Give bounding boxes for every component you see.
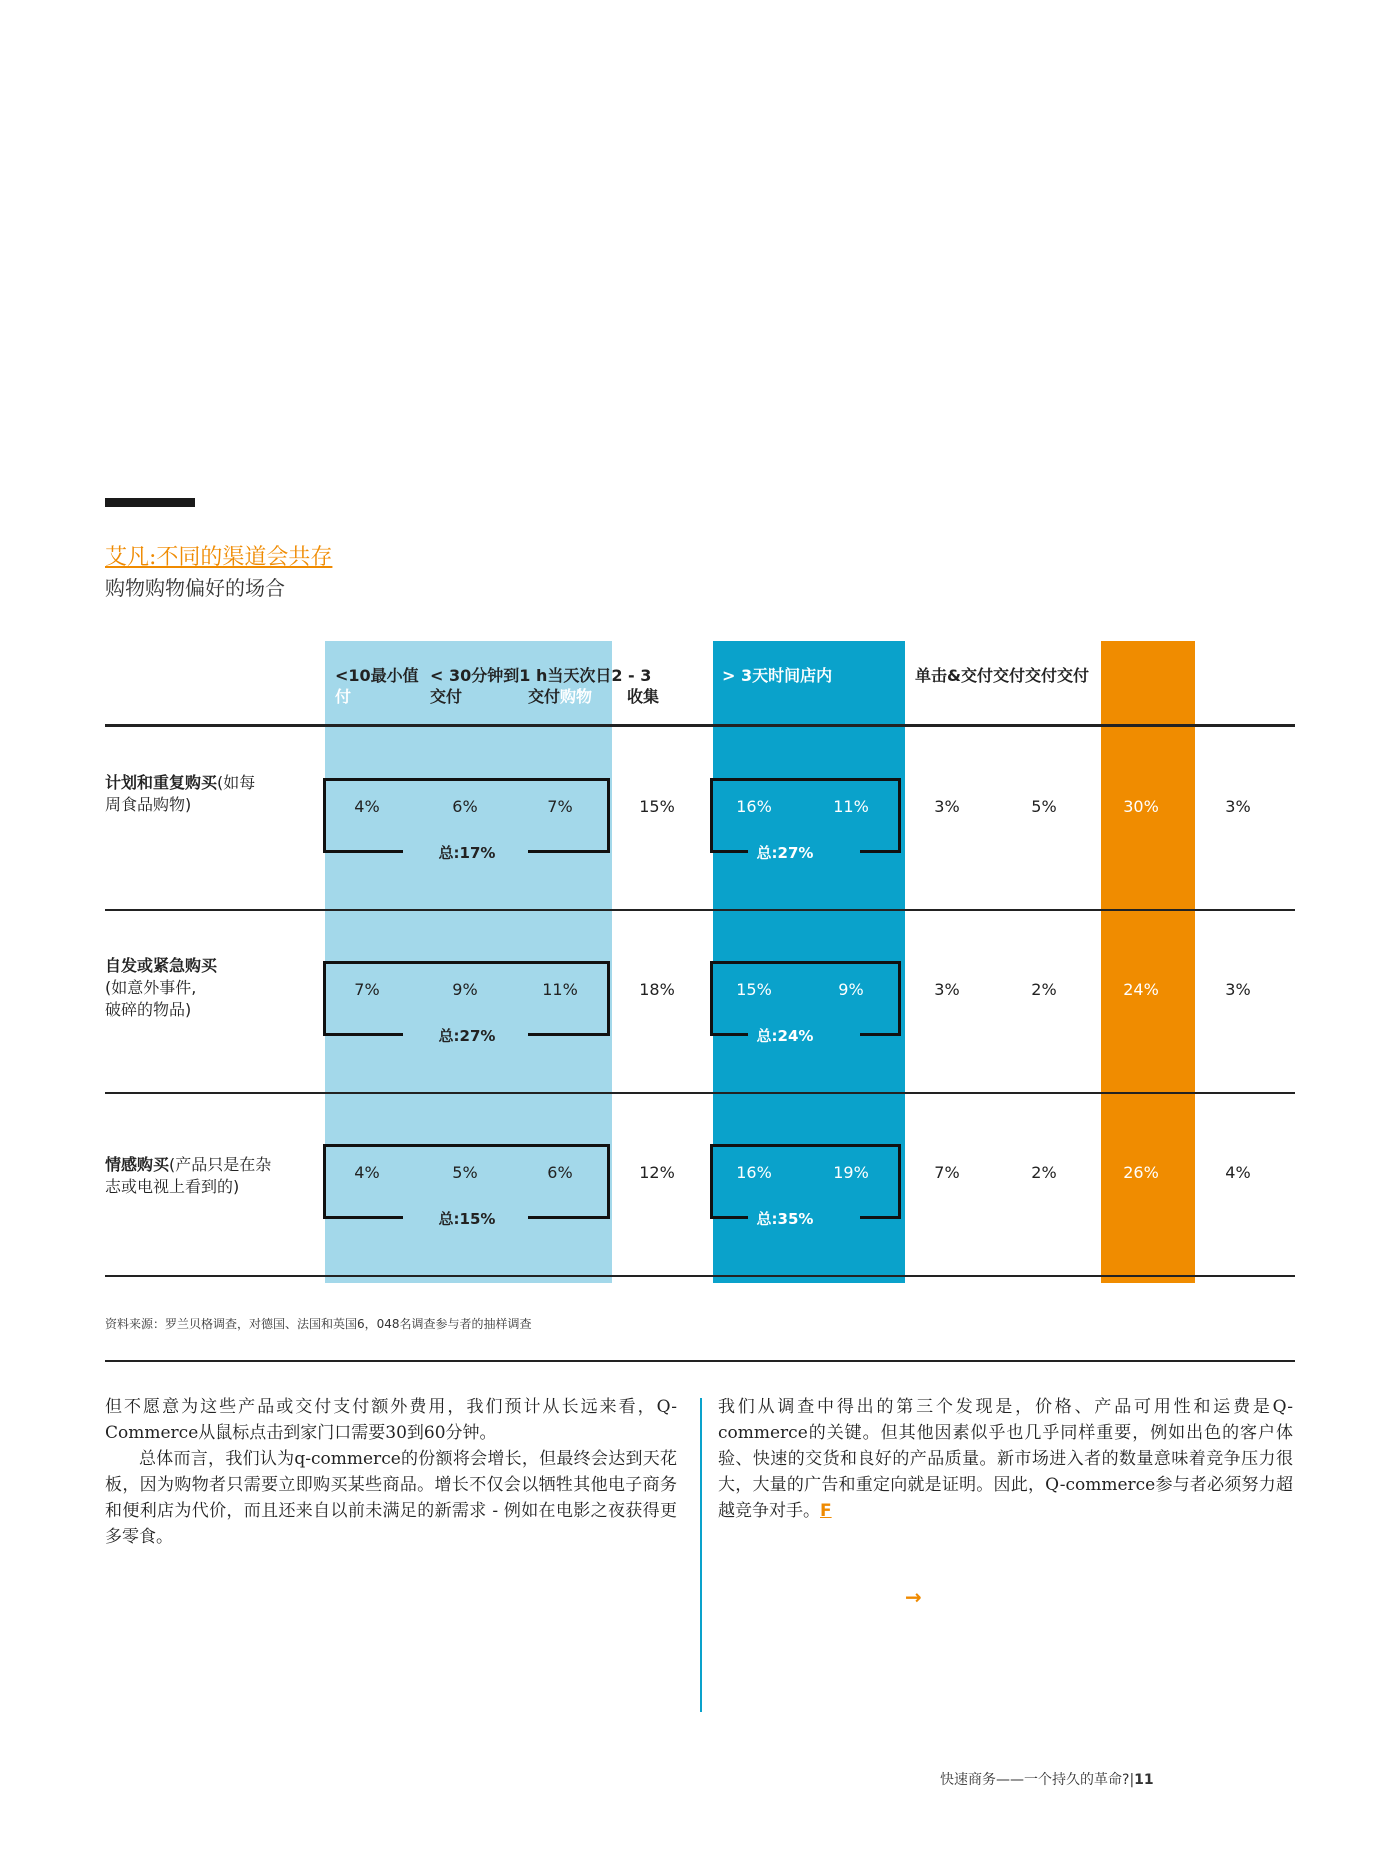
bracket-bottom-right — [528, 850, 610, 853]
bracket-bottom-left — [323, 1033, 403, 1036]
paragraph: 但不愿意为这些产品或交付支付额外费用，我们预计从长远来看，Q-Commerce从鼠标点击到家门口需要30到60分钟。 — [105, 1397, 677, 1443]
cell: 3% — [934, 797, 960, 816]
total-ecommerce: 总:35% — [756, 1210, 814, 1228]
cell: 12% — [639, 1163, 675, 1182]
cell: 5% — [452, 1163, 478, 1182]
cell: 26% — [1123, 1163, 1159, 1182]
total-ecommerce: 总:24% — [756, 1027, 814, 1045]
body-left-column — [105, 1394, 677, 1550]
row-label-planned: 计划和重复购买(如每 周食品购物) — [105, 773, 256, 814]
column-divider — [700, 1398, 702, 1712]
col-header-5: > 3天时间店内 — [722, 666, 833, 685]
figure-title: 艾凡:不同的渠道会共存 — [105, 545, 333, 570]
col-header-2: < 30分钟到1 h当天次日2 - 3 交付 — [430, 666, 652, 706]
cell: 2% — [1031, 1163, 1057, 1182]
cell: 6% — [547, 1163, 573, 1182]
cell: 16% — [736, 797, 772, 816]
cell: 2% — [1031, 980, 1057, 999]
cell: 11% — [833, 797, 869, 816]
cell: 7% — [354, 980, 380, 999]
cell: 4% — [354, 1163, 380, 1182]
row-divider-2 — [105, 1092, 1295, 1094]
footer-separator: | — [1129, 1772, 1135, 1788]
total-qcommerce: 总:15% — [438, 1210, 496, 1228]
total-ecommerce: 总:27% — [756, 844, 814, 862]
row-label-emotional: 情感购买(产品只是在杂 志或电视上看到的) — [105, 1155, 272, 1196]
cell: 18% — [639, 980, 675, 999]
bracket-bottom-left — [323, 1216, 403, 1219]
footer-title: 快速商务——一个持久的革命? — [940, 1772, 1130, 1788]
total-qcommerce: 总:27% — [438, 1027, 496, 1045]
figure-source: 资料来源：罗兰贝格调查，对德国、法国和英国6，048名调查参与者的抽样调查 — [105, 1317, 532, 1331]
cell: 9% — [838, 980, 864, 999]
band-in-store — [1101, 641, 1195, 1283]
cell: 7% — [547, 797, 573, 816]
bracket-bottom-left — [323, 850, 403, 853]
paragraph: 总体而言，我们认为q-commerce的份额将会增长，但最终会达到天花板，因为购物者只需要立即购买某些商品。增长不仅会以牺牲其他电子商务和便利店为代价，而且还来自以前未满足的新需求 - 例如在电影之夜获得更多零食。 — [105, 1449, 677, 1547]
total-qcommerce: 总:17% — [438, 844, 496, 862]
bracket-bottom-right — [528, 1033, 610, 1036]
figure-bottom-line — [105, 1360, 1295, 1362]
row-label-spontaneous: 自发或紧急购买 (如意外事件, 破碎的物品) — [105, 956, 218, 1019]
body-right-column — [718, 1394, 1293, 1524]
cell: 11% — [542, 980, 578, 999]
bracket-bottom-right — [860, 850, 901, 853]
table-bottom-line — [105, 1275, 1295, 1277]
cell: 15% — [736, 980, 772, 999]
col-header-1: <10最小值 付 — [335, 666, 419, 706]
page-number: 11 — [1134, 1772, 1154, 1788]
cell: 30% — [1123, 797, 1159, 816]
bracket-bottom-right — [528, 1216, 610, 1219]
cell: 3% — [934, 980, 960, 999]
page-footer — [940, 1769, 1154, 1789]
header-divider — [105, 724, 1295, 727]
arrow-right-icon: → — [905, 1585, 922, 1609]
cell: 4% — [1225, 1163, 1251, 1182]
bracket-bottom-right — [860, 1033, 901, 1036]
cell: 7% — [934, 1163, 960, 1182]
paragraph: 我们从调查中得出的第三个发现是，价格、产品可用性和运费是Q-commerce的关键。但其他因素似乎也几乎同样重要，例如出色的客户体验、快速的交货和良好的产品质量。新市场进入者的数量意味着竞争压力很大，大量的广告和重定向就是证明。因此，Q-commerce参与者必须努力超越竞争对手。 — [718, 1397, 1293, 1521]
end-mark: F — [820, 1501, 832, 1521]
figure-subtitle: 购物购物偏好的场合 — [105, 576, 285, 600]
cell: 16% — [736, 1163, 772, 1182]
cell: 5% — [1031, 797, 1057, 816]
row-divider-1 — [105, 909, 1295, 911]
cell: 4% — [354, 797, 380, 816]
section-marker-bar — [105, 498, 195, 507]
col-header-4: 收集 — [627, 687, 660, 706]
cell: 15% — [639, 797, 675, 816]
col-header-3: 交付购物 — [528, 687, 593, 706]
cell: 19% — [833, 1163, 869, 1182]
cell: 9% — [452, 980, 478, 999]
cell: 3% — [1225, 797, 1251, 816]
col-header-7: 单击&交付交付交付交付 — [915, 666, 1089, 685]
cell: 24% — [1123, 980, 1159, 999]
cell: 6% — [452, 797, 478, 816]
cell: 3% — [1225, 980, 1251, 999]
bracket-bottom-right — [860, 1216, 901, 1219]
